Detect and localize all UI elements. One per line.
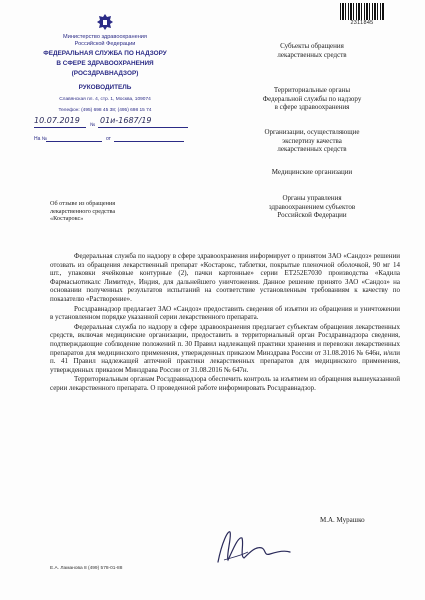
- addressee-2-line-2: Федеральной службы по надзору: [262, 94, 362, 103]
- ministry-name-line-2: Российской Федерации: [74, 41, 136, 47]
- barcode-number: 2311845: [350, 20, 374, 26]
- subject-line-1: Об отзыве из обращения: [50, 200, 116, 207]
- barcode-bars: [340, 3, 384, 20]
- service-name-line-1: ФЕДЕРАЛЬНАЯ СЛУЖБА ПО НАДЗОРУ: [43, 50, 167, 57]
- letter-subject: [50, 200, 170, 223]
- number-prefix: №: [90, 122, 96, 128]
- handwritten-number: 01и-1687/19: [100, 116, 152, 125]
- addressee-3-line-2: экспертизу качества: [282, 136, 342, 145]
- addressee-4: [232, 168, 392, 177]
- ref-prefix: На №: [34, 136, 48, 142]
- addressee-5-line-3: Российской Федерации: [277, 211, 347, 220]
- reference-line: [34, 135, 194, 147]
- executor-contact: Е.А. Ламанова 8 (499) 578-01-88: [50, 566, 123, 571]
- letterhead-phone: Телефон: (495) 698 45 38; (495) 698 15 74: [58, 108, 152, 113]
- addressee-3: [232, 128, 392, 154]
- letterhead-address: Славянская пл. 4, стр. 1, Москва, 109074: [59, 97, 151, 102]
- body-paragraph-2: Росздравнадзор предлагает ЗАО «Сандоз» предоставить сведения об изъятии из обращения и уничтожении в установленном порядке указанной серии лекарственного препарата.: [50, 304, 400, 322]
- addressee-1: [232, 42, 392, 59]
- addressee-3-line-1: Организации, осуществляющие: [264, 128, 360, 136]
- service-name-line-2: В СФЕРЕ ЗДРАВООХРАНЕНИЯ: [56, 60, 154, 67]
- body-paragraph-1: Федеральная служба по надзору в сфере здравоохранения информирует о принятом ЗАО «Сандоз» решении отозвать из обращения лекарственный препарат «Костарокс, таблетки, покрытые пленочной оболочкой, 90 мг 14 шт., упаковки ячейковые контурные (2), пачки картонные» серии ET252E7030 производства «Кадила Фармасьютикалс Лимитед», Индия, для дальнейшего уничтожения. Данное решение принято ЗАО «Сандоз» на основании полученных результатов испытаний на соответствие установленным требованиям к качеству по показателю «Растворение».: [50, 252, 400, 303]
- addressee-5-line-2: здравоохранением субъектов: [268, 202, 356, 211]
- barcode: [340, 3, 384, 29]
- ref-from: от: [106, 136, 111, 142]
- addressee-2-line-1: Территориальные органы: [273, 86, 351, 94]
- handwritten-signature-icon: [200, 522, 300, 570]
- letter-body: [50, 252, 400, 394]
- registration-date-number: [34, 116, 194, 133]
- service-name-line-3: (РОСЗДРАВНАДЗОР): [71, 70, 139, 77]
- addressee-2-line-3: в сфере здравоохранения: [274, 103, 350, 112]
- ministry-name-line-1: Министерство здравоохранения: [63, 34, 147, 40]
- letterhead-heading: РУКОВОДИТЕЛЬ: [78, 84, 132, 91]
- coat-of-arms-icon: [95, 12, 115, 32]
- letterhead: [20, 12, 190, 114]
- body-paragraph-4: Территориальным органам Росздравнадзора обеспечить контроль за изъятием из обращения вышеуказанной серии лекарственного препарата. О проведенной работе информировать Росздравнадзор.: [50, 375, 400, 392]
- addressee-5: [232, 194, 392, 220]
- addressee-2: [232, 86, 392, 112]
- subject-line-3: «Костарокс»: [50, 215, 84, 223]
- addressee-1-line-2: лекарственных средств: [277, 50, 347, 59]
- handwritten-date: 10.07.2019: [34, 116, 80, 125]
- addressee-4-line-1: Медицинские организации: [271, 168, 353, 176]
- addressee-5-line-1: Органы управления: [282, 194, 342, 202]
- signer-name: М.А. Мурашко: [320, 516, 365, 524]
- body-paragraph-3: Федеральная служба по надзору в сфере здравоохранения предлагает субъектам обращения лекарственных средств, включая медицинские организации, предоставить в территориальный орган Росздравнадзора сведения, подтверждающие соблюдение положений п. 30 Правил надлежащей практики хранения и перевозки лекарственных препаратов для медицинского применения, утвержденных приказом Минздрава России от 31.08.2016 № 646н, и/или п. 41 Правил надлежащей аптечной практики лекарственных препаратов для медицинского применения, утвержденных приказом Минздрава России от 31.08.2016 № 647н.: [50, 322, 400, 374]
- addressee-3-line-3: лекарственных средств: [277, 145, 347, 154]
- addressee-1-line-1: Субъекты обращения: [280, 42, 344, 50]
- subject-line-2: лекарственного средства: [50, 207, 116, 215]
